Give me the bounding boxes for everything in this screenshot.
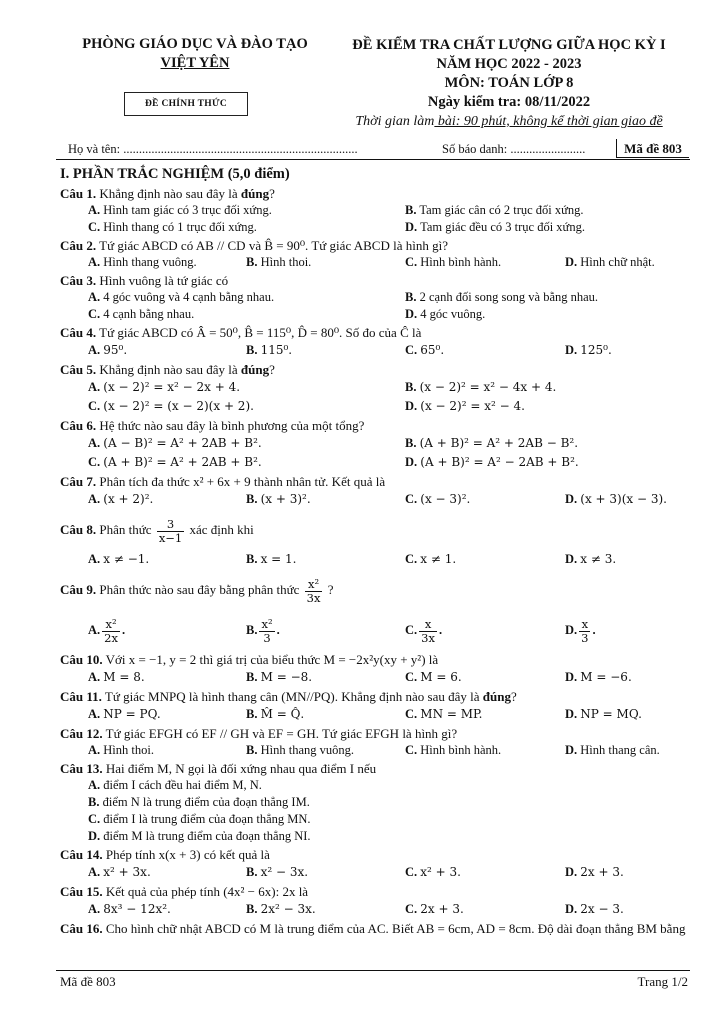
option-a: A. (A − B)² = A² + 2AB + B².	[88, 436, 262, 450]
question-11: Câu 11. Tứ giác MNPQ là hình thang cân (MN//PQ). Khẳng định nào sau đây là đúng?	[60, 689, 517, 704]
exam-code-box: Mã đề 803	[616, 139, 689, 158]
options-row	[60, 219, 690, 236]
option-d: D. Tam giác đều có 3 trục đối xứng.	[405, 220, 585, 234]
department-name: PHÒNG GIÁO DỤC VÀ ĐÀO TẠO	[82, 36, 308, 52]
option-c: C. $\frac{x}{3x}$ .	[405, 616, 443, 645]
question-text-end: ?	[269, 186, 275, 201]
option-b: B. Hình thang vuông.	[246, 743, 354, 757]
question-number: Câu 1.	[60, 186, 97, 201]
footer-divider	[56, 970, 690, 971]
option-d: D. (x + 3)(x − 3).	[565, 492, 667, 506]
department-block	[60, 36, 330, 72]
option-d: D. 2x − 3.	[565, 902, 624, 916]
option-b: B. x = 1.	[246, 552, 297, 566]
option-c: C. điểm I là trung điểm của đoạn thẳng MN.	[88, 812, 311, 826]
option-a: A. Hình thoi.	[88, 743, 154, 757]
options-row	[60, 254, 690, 271]
option-d: D. 125⁰.	[565, 343, 612, 357]
option-c: C. M = 6.	[405, 670, 462, 684]
option-d: D. Hình thang cân.	[565, 743, 660, 757]
options-row	[60, 341, 690, 360]
options-row	[60, 490, 690, 509]
option-b: B. (A + B)² = A² + 2AB − B².	[405, 436, 579, 450]
options-row	[60, 289, 690, 306]
question-1	[60, 185, 690, 202]
option-d: D. x ≠ 3.	[565, 552, 617, 566]
question-14: Câu 14. Phép tính x(x + 3) có kết quả là	[60, 847, 270, 862]
fraction: $\frac{\text{x²}}{3x}$	[306, 576, 321, 605]
question-13: Câu 13. Hai điểm M, N gọi là đối xứng nhau qua điểm I nếu	[60, 761, 377, 776]
options-row	[60, 742, 690, 759]
option-b: B. 2x² − 3x.	[246, 902, 316, 916]
options-row	[60, 378, 690, 397]
official-badge: ĐỀ CHÍNH THỨC	[124, 92, 248, 116]
option-c: C. (x − 3)².	[405, 492, 471, 506]
option-a: A. x ≠ −1.	[88, 552, 150, 566]
question-3: Câu 3. Hình vuông là tứ giác có	[60, 273, 229, 288]
option-b: B. (x − 2)² = x² − 4x + 4.	[405, 380, 557, 394]
option-a: A. điểm I cách đều hai điểm M, N.	[88, 778, 262, 792]
option-d: D. (A + B)² = A² − 2AB + B².	[405, 455, 579, 469]
option-a: A. 95⁰.	[88, 343, 128, 357]
option-c: C. Hình thang có 1 trục đối xứng.	[88, 220, 257, 234]
option-b: B. x² − 3x.	[246, 865, 309, 879]
option-d: D. điểm M là trung điểm của đoạn thẳng NI.	[88, 829, 311, 843]
option-b: B. M̂ = Q̂.	[246, 707, 305, 721]
duration-rest: bài: 90 phút, không kể thời gian giao đề	[434, 114, 663, 129]
option-a: A. M = 8.	[88, 670, 145, 684]
option-c: C. 4 cạnh bằng nhau.	[88, 307, 195, 321]
option-c: C. MN = MP.	[405, 707, 483, 721]
question-15: Câu 15. Kết quả của phép tính (4x² − 6x): 2x là	[60, 884, 309, 899]
option-b: B. Tam giác cân có 2 trục đối xứng.	[405, 203, 584, 217]
options-row	[60, 453, 690, 472]
options-row	[60, 668, 690, 687]
footer-page-number: Trang 1/2	[637, 974, 688, 989]
question-6: Câu 6. Hệ thức nào sau đây là bình phương của một tổng?	[60, 418, 365, 433]
student-info-row	[68, 139, 690, 159]
school-year: NĂM HỌC 2022 - 2023	[436, 56, 582, 72]
fraction: $\frac{3}{x-1}$	[158, 516, 183, 545]
option-d: D. 2x + 3.	[565, 865, 624, 879]
section-title: I. PHẦN TRẮC NGHIỆM (5,0 điểm)	[60, 166, 290, 182]
option-d: D. NP = MQ.	[565, 707, 642, 721]
option-b: B. M = −8.	[246, 670, 313, 684]
candidate-number-field: Số báo danh: ........................	[442, 142, 586, 156]
footer-exam-code: Mã đề 803	[60, 974, 116, 989]
duration-prefix: Thời gian làm	[355, 114, 435, 129]
options-row	[60, 397, 690, 416]
question-4: Câu 4. Tứ giác ABCD có Â = 50⁰, B̂ = 115⁰, D̂ = 80⁰. Số đo của Ĉ là	[60, 325, 422, 340]
option-b: B. 115⁰.	[246, 343, 293, 357]
exam-title-block	[330, 36, 688, 132]
option-a: A. Hình tam giác có 3 trục đối xứng.	[88, 203, 272, 217]
option-d: D. Hình chữ nhật.	[565, 255, 655, 269]
question-16: Câu 16. Cho hình chữ nhật ABCD có M là trung điểm của AC. Biết AB = 6cm, AD = 8cm. Độ dài đoạn thẳng BM bằng	[60, 921, 686, 936]
question-12: Câu 12. Tứ giác EFGH có EF // GH và EF = GH. Tứ giác EFGH là hình gì?	[60, 726, 458, 741]
option-d: D. $\frac{x}{3}$ .	[565, 616, 596, 645]
exam-duration	[330, 112, 688, 132]
options-row	[60, 900, 690, 919]
option-a: A. Hình thang vuông.	[88, 255, 197, 269]
question-emphasis: đúng	[240, 186, 270, 201]
option-a: A. (x + 2)².	[88, 492, 154, 506]
option-a: A. x² + 3x.	[88, 865, 151, 879]
header-divider	[56, 159, 690, 160]
option-a: A. (x − 2)² = x² − 2x + 4.	[88, 380, 241, 394]
option-c: C. (A + B)² = A² + 2AB + B².	[88, 455, 262, 469]
question-text: Khẳng định nào sau đây là	[96, 186, 241, 201]
option-b: B. Hình thoi.	[246, 255, 312, 269]
question-9: Câu 9. Phân thức nào sau đây bằng phân thức $\frac{\text{x²}}{3x}$ ?	[60, 576, 334, 605]
options-row	[60, 434, 690, 453]
options-row	[60, 202, 690, 219]
question-2: Câu 2. Tứ giác ABCD có AB // CD và B̂ = 90⁰. Tứ giác ABCD là hình gì?	[60, 238, 448, 253]
option-b: B. điểm N là trung điểm của đoạn thẳng IM.	[88, 795, 310, 809]
option-c: C. Hình bình hành.	[405, 743, 502, 757]
options-row	[60, 705, 690, 724]
option-c: C. Hình bình hành.	[405, 255, 502, 269]
exam-date: Ngày kiểm tra: 08/11/2022	[427, 94, 591, 110]
options-row	[60, 550, 690, 569]
option-d: D. M = −6.	[565, 670, 632, 684]
subject: MÔN: TOÁN LỚP 8	[444, 75, 574, 91]
question-8: Câu 8. Phân thức $\frac{3}{x-1}$ xác định khi	[60, 516, 254, 545]
student-name-field: Họ và tên: ...........................................................................	[68, 142, 358, 156]
option-b: B. 2 cạnh đối song song và bằng nhau.	[405, 290, 599, 304]
options-row	[60, 306, 690, 323]
option-a: A. $\frac{\text{x²}}{2x}$ .	[88, 616, 126, 645]
option-a: A. NP = PQ.	[88, 707, 161, 721]
option-a: A. 8x³ − 12x².	[88, 902, 171, 916]
option-c: C. x ≠ 1.	[405, 552, 457, 566]
options-row	[60, 863, 690, 882]
district-name: VIỆT YÊN	[160, 55, 230, 71]
option-c: C. x² + 3.	[405, 865, 461, 879]
option-d: D. (x − 2)² = x² − 4.	[405, 399, 525, 413]
option-d: D. 4 góc vuông.	[405, 307, 486, 321]
option-b: B. (x + 3)².	[246, 492, 311, 506]
question-10: Câu 10. Với x = −1, y = 2 thì giá trị của biểu thức M = −2x²y(xy + y²) là	[60, 652, 439, 667]
option-b: B. $\frac{\text{x²}}{3}$ .	[246, 616, 280, 645]
questions	[60, 166, 690, 937]
options-row	[60, 610, 690, 650]
option-c: C. (x − 2)² = (x − 2)(x + 2).	[88, 399, 254, 413]
question-7: Câu 7. Phân tích đa thức x² + 6x + 9 thành nhân tử. Kết quả là	[60, 474, 386, 489]
option-a: A. 4 góc vuông và 4 cạnh bằng nhau.	[88, 290, 275, 304]
exam-title: ĐỀ KIỂM TRA CHẤT LƯỢNG GIỮA HỌC KỲ I	[352, 37, 666, 53]
question-5: Câu 5. Khẳng định nào sau đây là đúng?	[60, 362, 275, 377]
option-c: C. 2x + 3.	[405, 902, 464, 916]
option-c: C. 65⁰.	[405, 343, 445, 357]
